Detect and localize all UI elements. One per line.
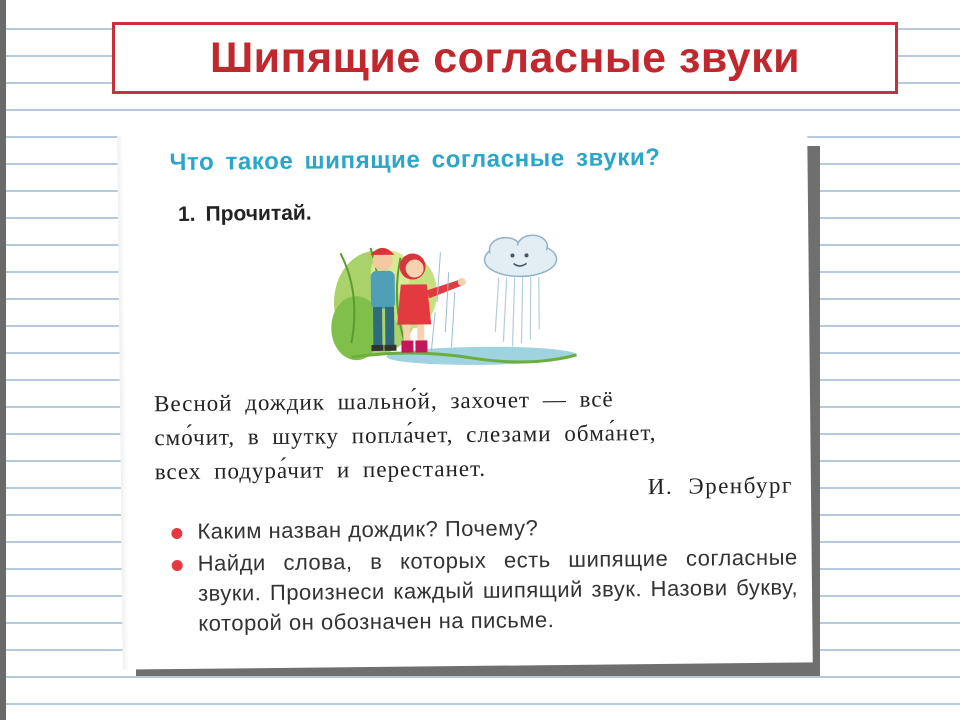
task-label: Прочитай.	[205, 201, 312, 226]
question-text: Каким назван дождик? Почему?	[197, 515, 539, 544]
question-text: Найди слова, в которых есть шипящие согласные звуки. Произнеси каждый шипящий звук. Назови букву, которой он обозначен на письме.	[197, 544, 799, 636]
textbook-page	[117, 128, 813, 669]
smiling-cloud-icon	[484, 235, 557, 347]
bullet-dot-icon	[172, 560, 183, 571]
poem-line: смо́чит, в шутку попла́чет, слезами обма́нет,	[154, 419, 657, 451]
exercise-questions	[159, 511, 798, 642]
list-item	[159, 511, 797, 548]
list-item	[160, 543, 799, 640]
lesson-question: Что такое шипящие согласные звуки?	[169, 143, 661, 177]
left-edge-bar	[0, 0, 6, 720]
title-frame	[112, 22, 898, 94]
poem-author: И. Эренбург	[647, 472, 794, 500]
task-heading	[178, 202, 312, 227]
puddle-illustration	[386, 346, 576, 366]
bullet-dot-icon	[171, 528, 182, 539]
children-rain-cloud-illustration	[330, 231, 581, 368]
task-number: 1.	[177, 202, 196, 226]
page-edge	[117, 136, 129, 670]
poem-line: всех подура́чит и перестанет.	[154, 455, 487, 485]
poem-line: Весной дождик шально́й, захочет — всё	[153, 386, 614, 417]
slide-title: Шипящие согласные звуки	[209, 33, 801, 82]
